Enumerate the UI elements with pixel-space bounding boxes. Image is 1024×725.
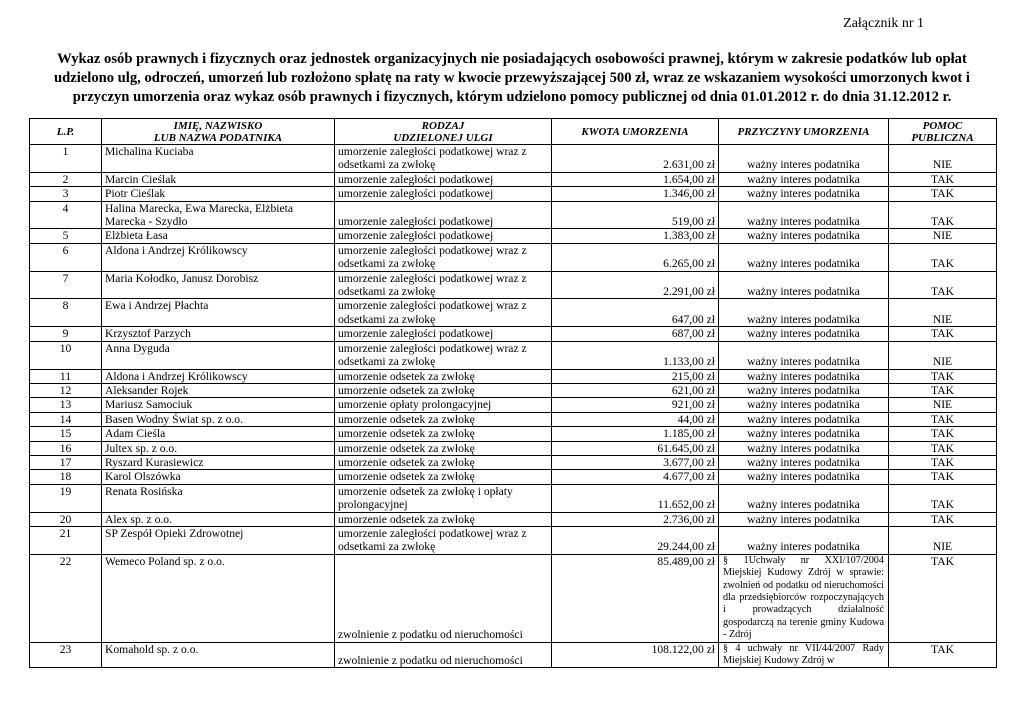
row-kind: umorzenie odsetek za zwłokę	[335, 383, 552, 397]
row-lp: 1	[30, 145, 102, 173]
row-amount: 2.631,00 zł	[552, 145, 719, 173]
row-kind: umorzenie odsetek za zwłokę i opłaty prolongacyjnej	[335, 484, 552, 512]
row-aid: TAK	[889, 201, 997, 229]
header-kind	[335, 119, 552, 145]
annex-label: Załącznik nr 1	[843, 16, 924, 31]
row-name: Jultex sp. z o.o.	[102, 441, 335, 455]
row-reason: ważny interes podatnika	[719, 172, 889, 186]
row-reason: ważny interes podatnika	[719, 455, 889, 469]
row-reason: ważny interes podatnika	[719, 145, 889, 173]
table-row	[30, 441, 997, 455]
row-amount: 4.677,00 zł	[552, 470, 719, 484]
row-reason: ważny interes podatnika	[719, 470, 889, 484]
row-reason: ważny interes podatnika	[719, 398, 889, 412]
table-row	[30, 299, 997, 327]
row-name: Karol Olszówka	[102, 470, 335, 484]
row-kind: umorzenie odsetek za zwłokę	[335, 470, 552, 484]
table-row	[30, 512, 997, 526]
row-amount: 108.122,00 zł	[552, 642, 719, 668]
row-lp: 10	[30, 341, 102, 369]
header-reason: PRZYCZYNY UMORZENIA	[719, 119, 889, 145]
row-aid: TAK	[889, 427, 997, 441]
row-kind: umorzenie zaległości podatkowej wraz z odsetkami za zwłokę	[335, 341, 552, 369]
table-row	[30, 229, 997, 243]
table-row	[30, 341, 997, 369]
row-aid: TAK	[889, 243, 997, 271]
row-lp: 23	[30, 642, 102, 668]
row-name: Basen Wodny Świat sp. z o.o.	[102, 412, 335, 426]
row-aid: NIE	[889, 398, 997, 412]
row-reason: ważny interes podatnika	[719, 229, 889, 243]
row-lp: 2	[30, 172, 102, 186]
row-kind: umorzenie odsetek za zwłokę	[335, 369, 552, 383]
row-aid: TAK	[889, 369, 997, 383]
row-kind: umorzenie odsetek za zwłokę	[335, 412, 552, 426]
row-lp: 17	[30, 455, 102, 469]
row-reason: ważny interes podatnika	[719, 484, 889, 512]
header-name-line-1: IMIĘ, NAZWISKO	[173, 119, 263, 132]
row-name: Aleksander Rojek	[102, 383, 335, 397]
row-kind: umorzenie odsetek za zwłokę	[335, 427, 552, 441]
row-name: Mariusz Samociuk	[102, 398, 335, 412]
row-reason: ważny interes podatnika	[719, 427, 889, 441]
row-lp: 11	[30, 369, 102, 383]
row-kind: umorzenie odsetek za zwłokę	[335, 512, 552, 526]
table-row	[30, 526, 997, 554]
header-aid: POMOC PUBLICZNA	[889, 119, 997, 145]
row-kind: umorzenie odsetek za zwłokę	[335, 441, 552, 455]
row-name: Piotr Cieślak	[102, 187, 335, 201]
row-reason: § 1Uchwały nr XXI/107/2004 Miejskiej Kudowy Zdrój w sprawie: zwolnień od podatku od nieruchomości dla przedsiębiorców rozpoczynających i prowadzących działalność gospodarczą na terenie gminy Kudowa - Zdrój	[719, 554, 889, 642]
table-row	[30, 327, 997, 341]
table-row	[30, 201, 997, 229]
row-name: Ewa i Andrzej Płachta	[102, 299, 335, 327]
table-row	[30, 642, 997, 668]
row-amount: 1.654,00 zł	[552, 172, 719, 186]
table-row	[30, 172, 997, 186]
row-reason: ważny interes podatnika	[719, 243, 889, 271]
row-lp: 21	[30, 526, 102, 554]
table-row	[30, 383, 997, 397]
document-title: Wykaz osób prawnych i fizycznych oraz jednostek organizacyjnych nie posiadających osobowości prawnej, którym w zakresie podatków lub opłat udzielono ulg, odroczeń, umorzeń lub rozłożono spłatę na raty w kwocie przewyższającej 500 zł, wraz ze wskazaniem wysokości umorzonych kwot i przyczyn umorzenia oraz wykaz osób prawnych i fizycznych, którym udzielono pomocy publicznej od dnia 01.01.2012 r. do dnia 31.12.2012 r.	[54, 51, 970, 105]
table-row	[30, 398, 997, 412]
row-amount: 61.645,00 zł	[552, 441, 719, 455]
row-reason: ważny interes podatnika	[719, 187, 889, 201]
row-amount: 3.677,00 zł	[552, 455, 719, 469]
row-aid: NIE	[889, 526, 997, 554]
row-lp: 3	[30, 187, 102, 201]
row-reason: ważny interes podatnika	[719, 327, 889, 341]
row-amount: 519,00 zł	[552, 201, 719, 229]
row-aid: TAK	[889, 327, 997, 341]
row-amount: 44,00 zł	[552, 412, 719, 426]
row-name: Komahold sp. z o.o.	[102, 642, 335, 668]
table-row	[30, 455, 997, 469]
row-amount: 647,00 zł	[552, 299, 719, 327]
row-amount: 1.383,00 zł	[552, 229, 719, 243]
row-kind: zwolnienie z podatku od nieruchomości	[335, 642, 552, 668]
row-name: Renata Rosińska	[102, 484, 335, 512]
row-aid: TAK	[889, 271, 997, 299]
table-row	[30, 243, 997, 271]
row-name: Marcin Cieślak	[102, 172, 335, 186]
header-kind-line-2: UDZIELONEJ ULGI	[393, 131, 493, 144]
row-name: Ryszard Kurasiewicz	[102, 455, 335, 469]
row-aid: TAK	[889, 187, 997, 201]
row-lp: 13	[30, 398, 102, 412]
row-name: Adam Cieśla	[102, 427, 335, 441]
row-aid: TAK	[889, 484, 997, 512]
row-kind: umorzenie zaległości podatkowej	[335, 201, 552, 229]
row-amount: 687,00 zł	[552, 327, 719, 341]
row-kind: umorzenie odsetek za zwłokę	[335, 455, 552, 469]
row-reason: ważny interes podatnika	[719, 299, 889, 327]
row-name: SP Zespół Opieki Zdrowotnej	[102, 526, 335, 554]
row-aid: TAK	[889, 642, 997, 668]
row-reason: ważny interes podatnika	[719, 512, 889, 526]
row-aid: TAK	[889, 172, 997, 186]
row-name: Aldona i Andrzej Królikowscy	[102, 369, 335, 383]
row-lp: 8	[30, 299, 102, 327]
header-kind-line-1: RODZAJ	[421, 119, 465, 132]
row-amount: 1.185,00 zł	[552, 427, 719, 441]
row-reason: ważny interes podatnika	[719, 526, 889, 554]
row-kind: umorzenie zaległości podatkowej wraz z odsetkami za zwłokę	[335, 271, 552, 299]
table-row	[30, 271, 997, 299]
row-lp: 16	[30, 441, 102, 455]
row-amount: 6.265,00 zł	[552, 243, 719, 271]
row-name: Krzysztof Parzych	[102, 327, 335, 341]
header-name-line-2: LUB NAZWA PODATNIKA	[153, 131, 283, 144]
row-lp: 7	[30, 271, 102, 299]
table-header-row	[30, 119, 997, 145]
row-amount: 29.244,00 zł	[552, 526, 719, 554]
row-aid: NIE	[889, 341, 997, 369]
header-amount: KWOTA UMORZENIA	[552, 119, 719, 145]
row-aid: TAK	[889, 554, 997, 642]
row-aid: NIE	[889, 299, 997, 327]
row-kind: zwolnienie z podatku od nieruchomości	[335, 554, 552, 642]
row-kind: umorzenie zaległości podatkowej wraz z odsetkami za zwłokę	[335, 526, 552, 554]
row-kind: umorzenie opłaty prolongacyjnej	[335, 398, 552, 412]
row-lp: 12	[30, 383, 102, 397]
row-lp: 4	[30, 201, 102, 229]
row-lp: 19	[30, 484, 102, 512]
row-amount: 11.652,00 zł	[552, 484, 719, 512]
header-lp: L.P.	[30, 119, 102, 145]
relief-table	[29, 118, 997, 668]
table-row	[30, 470, 997, 484]
row-aid: TAK	[889, 441, 997, 455]
row-aid: NIE	[889, 145, 997, 173]
row-aid: TAK	[889, 383, 997, 397]
table-row	[30, 187, 997, 201]
row-name: Alex sp. z o.o.	[102, 512, 335, 526]
row-lp: 9	[30, 327, 102, 341]
row-lp: 18	[30, 470, 102, 484]
row-lp: 14	[30, 412, 102, 426]
row-name: Wemeco Poland sp. z o.o.	[102, 554, 335, 642]
row-amount: 621,00 zł	[552, 383, 719, 397]
row-reason: ważny interes podatnika	[719, 412, 889, 426]
header-name	[102, 119, 335, 145]
row-reason: ważny interes podatnika	[719, 369, 889, 383]
row-name: Halina Marecka, Ewa Marecka, Elżbieta Marecka - Szydło	[102, 201, 335, 229]
table-row	[30, 145, 997, 173]
row-aid: NIE	[889, 229, 997, 243]
row-name: Maria Kołodko, Janusz Dorobisz	[102, 271, 335, 299]
row-amount: 1.346,00 zł	[552, 187, 719, 201]
row-amount: 85.489,00 zł	[552, 554, 719, 642]
row-reason: ważny interes podatnika	[719, 441, 889, 455]
row-lp: 6	[30, 243, 102, 271]
row-name: Aldona i Andrzej Królikowscy	[102, 243, 335, 271]
row-lp: 5	[30, 229, 102, 243]
row-kind: umorzenie zaległości podatkowej	[335, 172, 552, 186]
row-kind: umorzenie zaległości podatkowej	[335, 187, 552, 201]
row-kind: umorzenie zaległości podatkowej wraz z odsetkami za zwłokę	[335, 145, 552, 173]
row-amount: 2.291,00 zł	[552, 271, 719, 299]
row-name: Elżbieta Łasa	[102, 229, 335, 243]
row-aid: TAK	[889, 455, 997, 469]
table-row	[30, 484, 997, 512]
row-kind: umorzenie zaległości podatkowej	[335, 327, 552, 341]
row-name: Anna Dyguda	[102, 341, 335, 369]
row-aid: TAK	[889, 412, 997, 426]
table-row	[30, 369, 997, 383]
row-lp: 22	[30, 554, 102, 642]
row-name: Michalina Kuciaba	[102, 145, 335, 173]
row-amount: 215,00 zł	[552, 369, 719, 383]
row-amount: 2.736,00 zł	[552, 512, 719, 526]
row-lp: 15	[30, 427, 102, 441]
row-aid: TAK	[889, 470, 997, 484]
row-kind: umorzenie zaległości podatkowej	[335, 229, 552, 243]
table-row	[30, 427, 997, 441]
row-amount: 1.133,00 zł	[552, 341, 719, 369]
row-lp: 20	[30, 512, 102, 526]
row-kind: umorzenie zaległości podatkowej wraz z odsetkami za zwłokę	[335, 243, 552, 271]
row-reason: § 4 uchwały nr VII/44/2007 Rady Miejskiej Kudowy Zdrój w	[719, 642, 889, 668]
row-reason: ważny interes podatnika	[719, 383, 889, 397]
row-kind: umorzenie zaległości podatkowej wraz z odsetkami za zwłokę	[335, 299, 552, 327]
row-reason: ważny interes podatnika	[719, 271, 889, 299]
table-row	[30, 412, 997, 426]
table-row	[30, 554, 997, 642]
row-reason: ważny interes podatnika	[719, 341, 889, 369]
row-reason: ważny interes podatnika	[719, 201, 889, 229]
row-amount: 921,00 zł	[552, 398, 719, 412]
row-aid: TAK	[889, 512, 997, 526]
